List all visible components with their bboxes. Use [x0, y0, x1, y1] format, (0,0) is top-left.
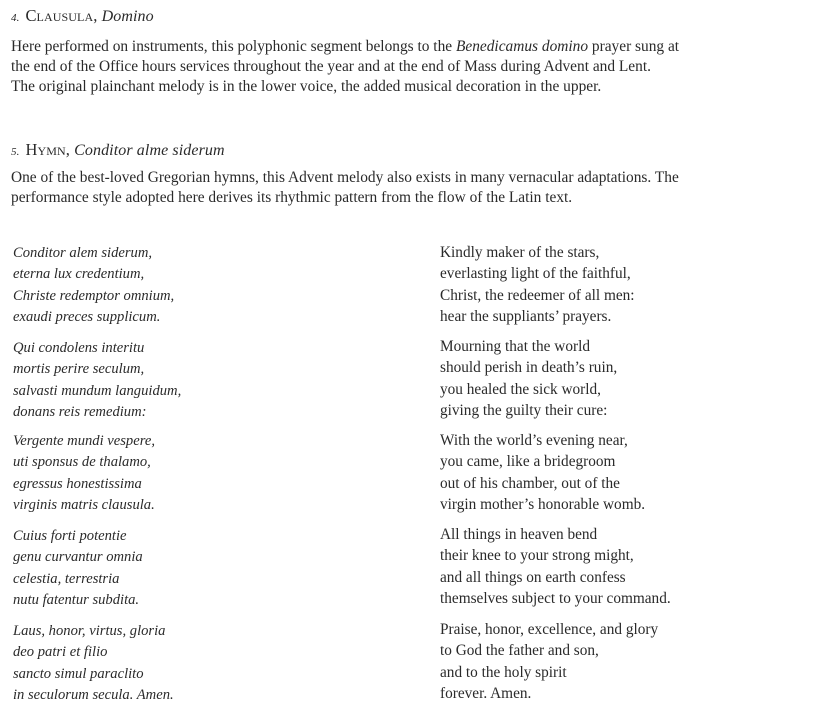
latin-line: mortis perire seculum, [13, 361, 145, 378]
latin-line: deo patri et filio [13, 644, 108, 661]
section-4-description [11, 37, 837, 97]
latin-line: egressus honestissima [13, 475, 142, 492]
latin-stanza [13, 243, 174, 328]
english-line: Christ, the redeemer of all men: [440, 286, 635, 304]
latin-line: genu curvantur omnia [13, 549, 143, 566]
latin-line: uti sponsus de thalamo, [13, 454, 151, 471]
english-line: you came, like a bridegroom [440, 453, 616, 471]
paragraph-line: performance style adopted here derives its rhythmic pattern from the flow of the Latin text. [11, 189, 573, 206]
latin-line: celestia, terrestria [13, 570, 120, 587]
english-line: hear the suppliants’ prayers. [440, 307, 612, 325]
english-line: and to the holy spirit [440, 663, 567, 681]
paragraph-line [11, 37, 837, 57]
section-5-heading [11, 140, 225, 160]
latin-line: Laus, honor, virtus, gloria [13, 623, 166, 639]
english-line: virgin mother’s honorable womb. [440, 495, 646, 513]
english-line: everlasting light of the faithful, [440, 265, 631, 283]
english-stanza [440, 430, 645, 515]
section-5-subtitle: Conditor alme siderum [74, 142, 225, 159]
english-stanza [440, 619, 658, 704]
paragraph-line: the end of the Office hours services throughout the year and at the end of Mass during Advent and Lent. [11, 58, 651, 75]
english-line: you healed the sick world, [440, 380, 601, 398]
section-5-number: 5. [11, 146, 20, 158]
english-line: Mourning that the world [440, 338, 590, 355]
english-line: Praise, honor, excellence, and glory [440, 621, 659, 638]
latin-line: sancto simul paraclito [13, 665, 144, 682]
section-4-subtitle: Domino [101, 8, 154, 25]
latin-stanza [13, 621, 174, 706]
latin-stanza [13, 338, 181, 423]
latin-line: salvasti mundum languidum, [13, 382, 182, 399]
english-line: themselves subject to your command. [440, 589, 671, 607]
english-line: giving the guilty their cure: [440, 401, 608, 419]
section-4-type: Clausula, [25, 6, 98, 25]
paragraph-text: prayer sung at [588, 38, 680, 55]
english-line: Kindly maker of the stars, [440, 244, 600, 261]
latin-stanza [13, 431, 155, 516]
english-stanza [440, 336, 617, 421]
english-line: and all things on earth confess [440, 568, 626, 586]
english-line: should perish in death’s ruin, [440, 359, 618, 377]
latin-line: Cuius forti potentie [13, 528, 127, 544]
paragraph-text: Here performed on instruments, this polyphonic segment belongs to the [11, 38, 456, 55]
latin-line: Vergente mundi vespere, [13, 433, 155, 449]
section-4-heading [11, 6, 154, 26]
prayer-title: Benedicamus domino [455, 38, 589, 55]
section-5-description [11, 168, 837, 208]
english-line: All things in heaven bend [440, 526, 598, 543]
english-line: their knee to your strong might, [440, 547, 634, 565]
latin-line: nutu fatentur subdita. [13, 591, 140, 608]
latin-line: Qui condolens interitu [13, 340, 145, 356]
latin-stanza [13, 526, 143, 611]
english-line: to God the father and son, [440, 642, 599, 660]
latin-line: eterna lux credentium, [13, 266, 145, 283]
paragraph-line: One of the best-loved Gregorian hymns, this Advent melody also exists in many vernacular adaptations. The [11, 169, 679, 186]
paragraph-line: The original plainchant melody is in the lower voice, the added musical decoration in the upper. [11, 78, 602, 95]
latin-line: donans reis remedium: [13, 403, 147, 420]
english-line: forever. Amen. [440, 684, 532, 702]
latin-line: Christe redemptor omnium, [13, 287, 175, 304]
english-stanza [440, 524, 671, 609]
english-line: out of his chamber, out of the [440, 474, 620, 492]
latin-line: in seculorum secula. Amen. [13, 686, 174, 703]
latin-line: exaudi preces supplicum. [13, 308, 161, 325]
section-4-number: 4. [11, 12, 20, 24]
latin-line: Conditor alem siderum, [13, 245, 153, 261]
english-line: With the world’s evening near, [440, 432, 628, 449]
section-5-type: Hymn, [25, 140, 70, 159]
english-stanza [440, 242, 635, 327]
latin-line: virginis matris clausula. [13, 496, 155, 513]
